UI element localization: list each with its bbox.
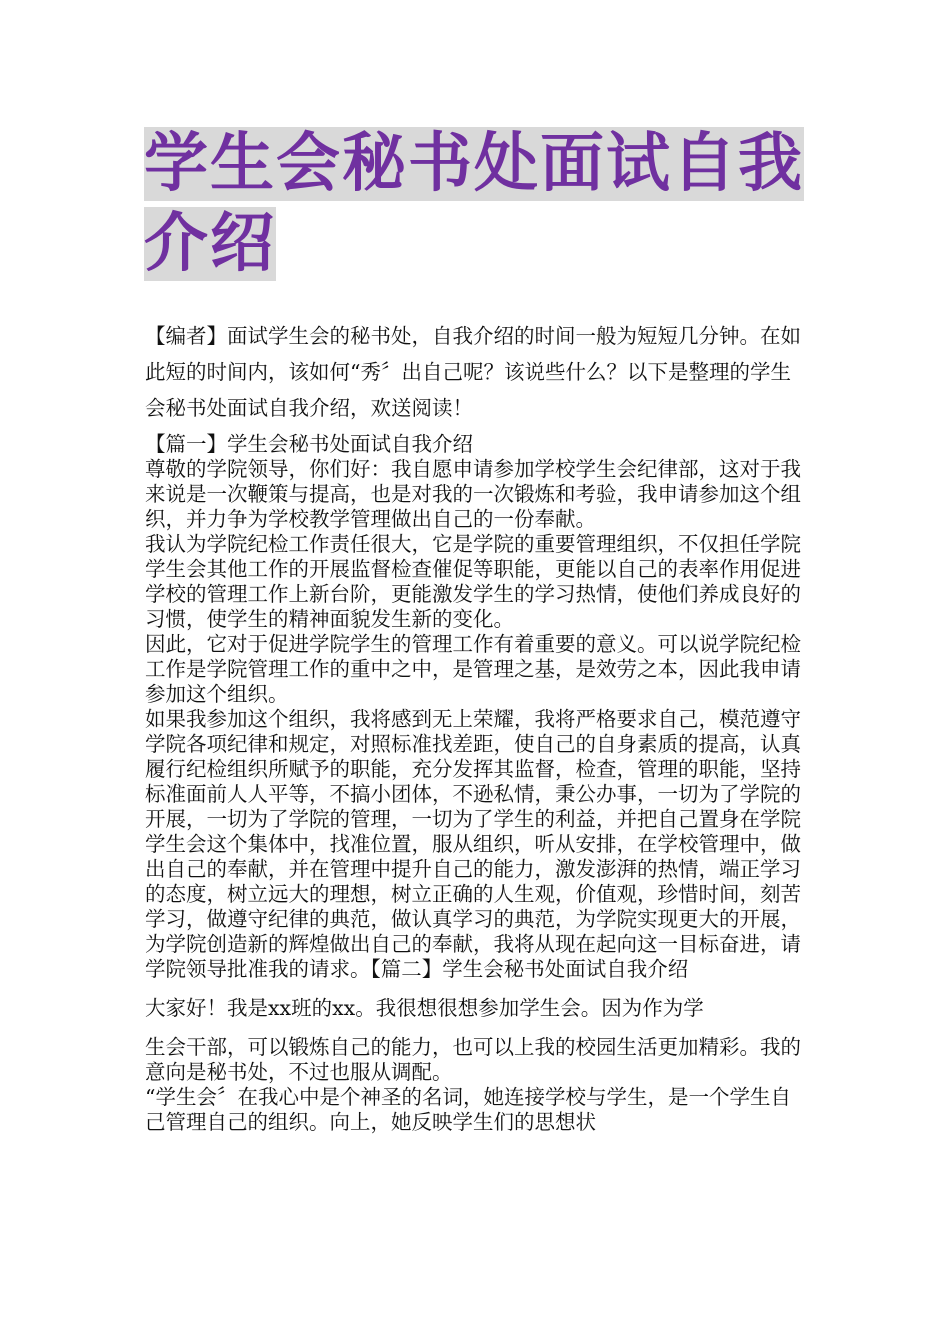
body-paragraph: 我认为学院纪检工作责任很大，它是学院的重要管理组织，不仅担任学院学生会其他工作的开展监督检查催促等职能，更能以自己的表率作用促进学校的管理工作上新台阶，更能激发学生的学习热情，使他们养成良好的习惯，使学生的精神面貌发生新的变化。 [145,532,801,631]
body-paragraph: 因此，它对于促进学院学生的管理工作有着重要的意义。可以说学院纪检工作是学院管理工作的重中之中，是管理之基，是效劳之本，因此我申请参加这个组织。 [145,632,801,706]
document-title [144,124,814,284]
document-title-text: 学生会秘书处面试自我介绍 [144,127,804,281]
body-paragraph: 尊敬的学院领导，你们好：我自愿申请参加学校学生会纪律部，这对于我来说是一次鞭策与提高，也是对我的一次锻炼和考验，我申请参加这个组织，并力争为学校教学管理做出自己的一份奉献。 [145,457,801,531]
editor-note-paragraph: 【编者】面试学生会的秘书处，自我介绍的时间一般为短短几分钟。在如此短的时间内，该如何“秀〞出自己呢？该说些什么？以下是整理的学生会秘书处面试自我介绍，欢送阅读！ [145,324,801,420]
body-paragraph: 如果我参加这个组织，我将感到无上荣耀，我将严格要求自己，模范遵守学院各项纪律和规定，对照标准找差距，使自己的自身素质的提高，认真履行纪检组织所赋予的职能，充分发挥其监督，检查，管理的职能，坚持标准面前人人平等，不搞小团体，不逊私情，秉公办事，一切为了学院的开展，一切为了学院的管理，一切为了学生的利益，并把自己置身在学院学生会这个集体中，找准位置，服从组织，听从安排，在学校管理中，做出自己的奉献，并在管理中提升自己的能力，激发澎湃的热情，端正学习的态度，树立远大的理想，树立正确的人生观，价值观，珍惜时间，刻苦学习，做遵守纪律的典范，做认真学习的典范，为学院实现更大的开展，为学院创造新的辉煌做出自己的奉献，我将从现在起向这一目标奋进，请学院领导批准我的请求。【篇二】学生会秘书处面试自我介绍 [145,707,801,981]
body-paragraph: 生会干部，可以锻炼自己的能力，也可以上我的校园生活更加精彩。我的意向是秘书处，不过也服从调配。 [145,1035,801,1084]
document-body [145,318,810,1135]
body-paragraph: 大家好！我是xx班的xx。我很想很想参加学生会。因为作为学 [145,996,704,1020]
body-paragraph: “学生会〞在我心中是个神圣的名词，她连接学校与学生，是一个学生自己管理自己的组织。向上，她反映学生们的思想状 [145,1085,791,1134]
section-one-heading: 【篇一】学生会秘书处面试自我介绍 [145,432,473,456]
